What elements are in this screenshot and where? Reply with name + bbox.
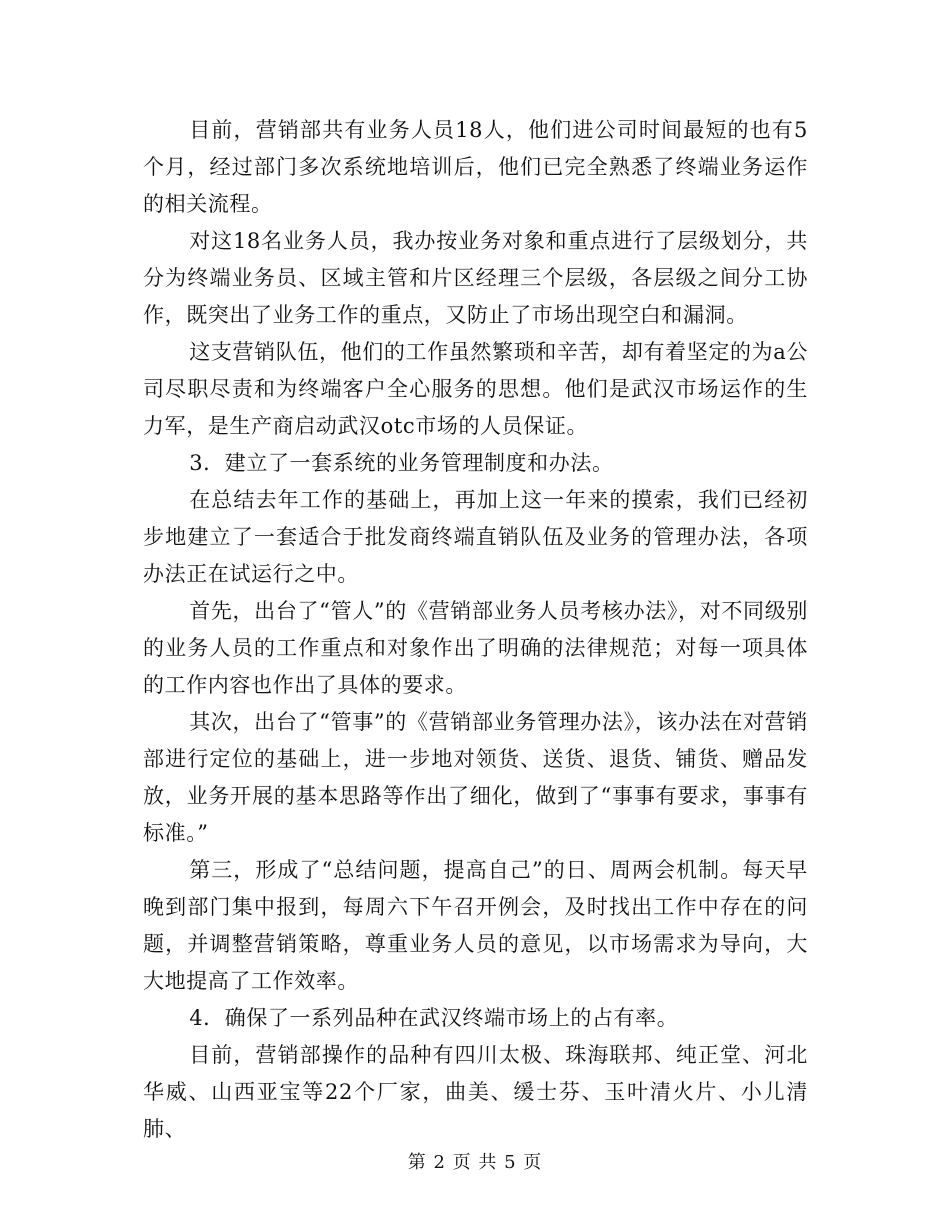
paragraph-staff-levels: 对这18名业务人员，我办按业务对象和重点进行了层级划分，共分为终端业务员、区域主管和片区经理三个层级，各层级之间分工协作，既突出了业务工作的重点，又防止了市场出现空白和漏洞。: [143, 229, 808, 327]
paragraph-third-measure: 第三，形成了“总结问题，提高自己”的日、周两会机制。每天早晚到部门集中报到，每周六下午召开例会，及时找出工作中存在的问题，并调整营销策略，尊重业务人员的意见，以市场需求为导向，大大地提高了工作效率。: [143, 858, 808, 993]
paragraph-staff-count: 目前，营销部共有业务人员18人，他们进公司时间最短的也有5个月，经过部门多次系统地培训后，他们已完全熟悉了终端业务运作的相关流程。: [143, 118, 808, 216]
section-heading-4: 4．确保了一系列品种在武汉终端市场上的占有率。: [189, 1006, 679, 1030]
page-number-footer: 第 2 页 共 5 页: [407, 1152, 543, 1173]
paragraph-second-measure: 其次，出台了“管事”的《营销部业务管理办法》，该办法在对营销部进行定位的基础上，进一步地对领货、送货、退货、铺货、赠品发放，业务开展的基本思路等作出了细化，做到了“事事有要求，事事有标准。”: [143, 710, 808, 845]
paragraph-products: 目前，营销部操作的品种有四川太极、珠海联邦、纯正堂、河北华威、山西亚宝等22个厂家，曲美、缓士芬、玉叶清火片、小儿清肺、: [143, 1043, 808, 1141]
paragraph-team-spirit: 这支营销队伍，他们的工作虽然繁琐和辛苦，却有着坚定的为a公司尽职尽责和为终端客户全心服务的思想。他们是武汉市场运作的生力军，是生产商启动武汉otc市场的人员保证。: [143, 340, 808, 438]
document-body: [143, 112, 808, 1148]
paragraph-management-intro: 在总结去年工作的基础上，再加上这一年来的摸索，我们已经初步地建立了一套适合于批发商终端直销队伍及业务的管理办法，各项办法正在试运行之中。: [143, 488, 808, 586]
section-heading-3: 3．建立了一套系统的业务管理制度和办法。: [189, 451, 614, 475]
paragraph-first-measure: 首先，出台了“管人”的《营销部业务人员考核办法》，对不同级别的业务人员的工作重点和对象作出了明确的法律规范；对每一项具体的工作内容也作出了具体的要求。: [143, 599, 808, 697]
